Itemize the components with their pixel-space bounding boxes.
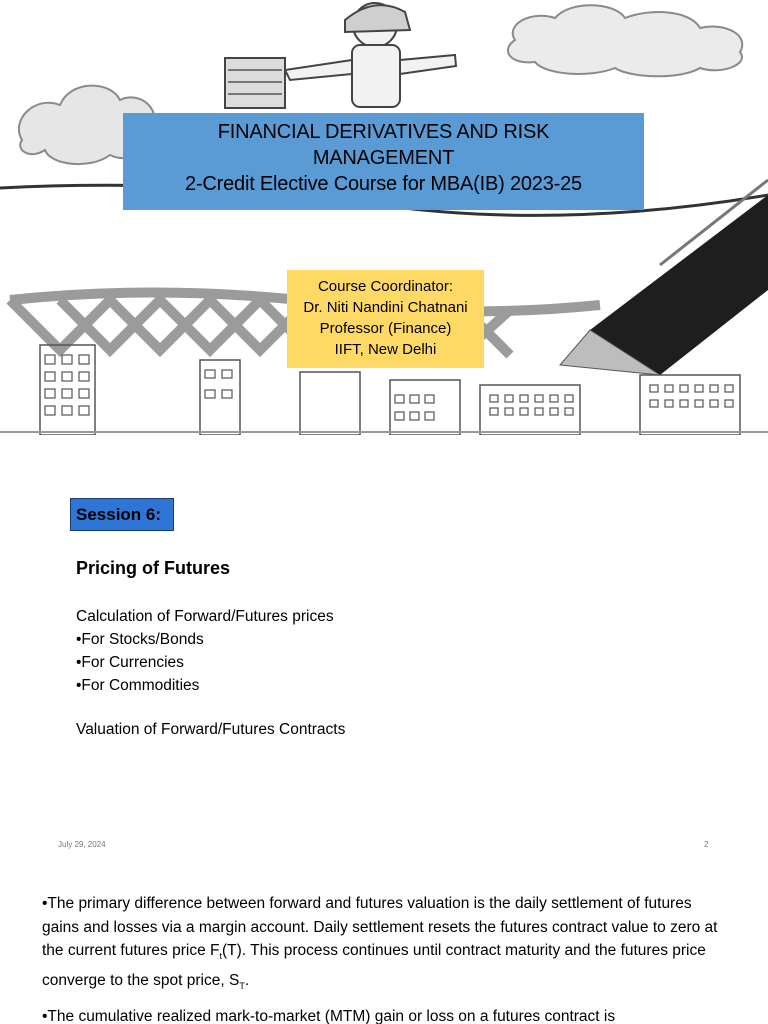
paragraph-mtm: •The cumulative realized mark-to-market (MTM) gain or loss on a futures contract is [42,1008,616,1024]
coordinator-position: Professor (Finance) [319,320,452,337]
topic-list [76,605,334,697]
footer-date: July 29, 2024 [58,840,106,849]
course-subtitle: 2-Credit Elective Course for MBA(IB) 2023-25 [185,173,582,195]
session-slide [0,455,768,855]
topic-item: •For Currencies [76,654,184,671]
topic-item: •For Commodities [76,677,200,694]
subscript-t: t [219,951,222,962]
coordinator-box [287,270,484,368]
paragraph-text: . [244,971,250,989]
title-slide [0,0,768,435]
course-title-line-1: FINANCIAL DERIVATIVES AND RISK [217,121,550,143]
page-number: 2 [704,840,709,849]
background-illustration [0,0,768,435]
coordinator-name: Dr. Niti Nandini Chatnani [303,299,468,316]
topic-item: •For Stocks/Bonds [76,631,204,648]
course-title-box [123,113,644,210]
coordinator-label: Course Coordinator: [317,278,454,295]
businessman-figure-icon [225,3,456,108]
paragraph-text: •The primary difference between forward and futures valuation is the daily settlement of futures gains and losses via a margin account. Daily settlement resets the futures contract value to zero at the current futures price F [42,895,718,959]
topic-intro: Calculation of Forward/Futures prices [76,608,334,625]
subscript-T: T [239,980,245,991]
paragraph-daily-settlement [42,892,722,998]
slide-heading: Pricing of Futures [76,558,231,578]
coordinator-institute: IIFT, New Delhi [334,341,437,358]
text-slide [0,875,768,1024]
valuation-topic: Valuation of Forward/Futures Contracts [76,721,346,738]
paragraph-text: (T). This process continues until contract maturity and the futures price converge to the spot price, S [42,942,706,989]
course-title-line-2: MANAGEMENT [312,147,455,169]
cloud-right-icon [508,5,742,76]
session-label: Session 6: [70,498,174,531]
